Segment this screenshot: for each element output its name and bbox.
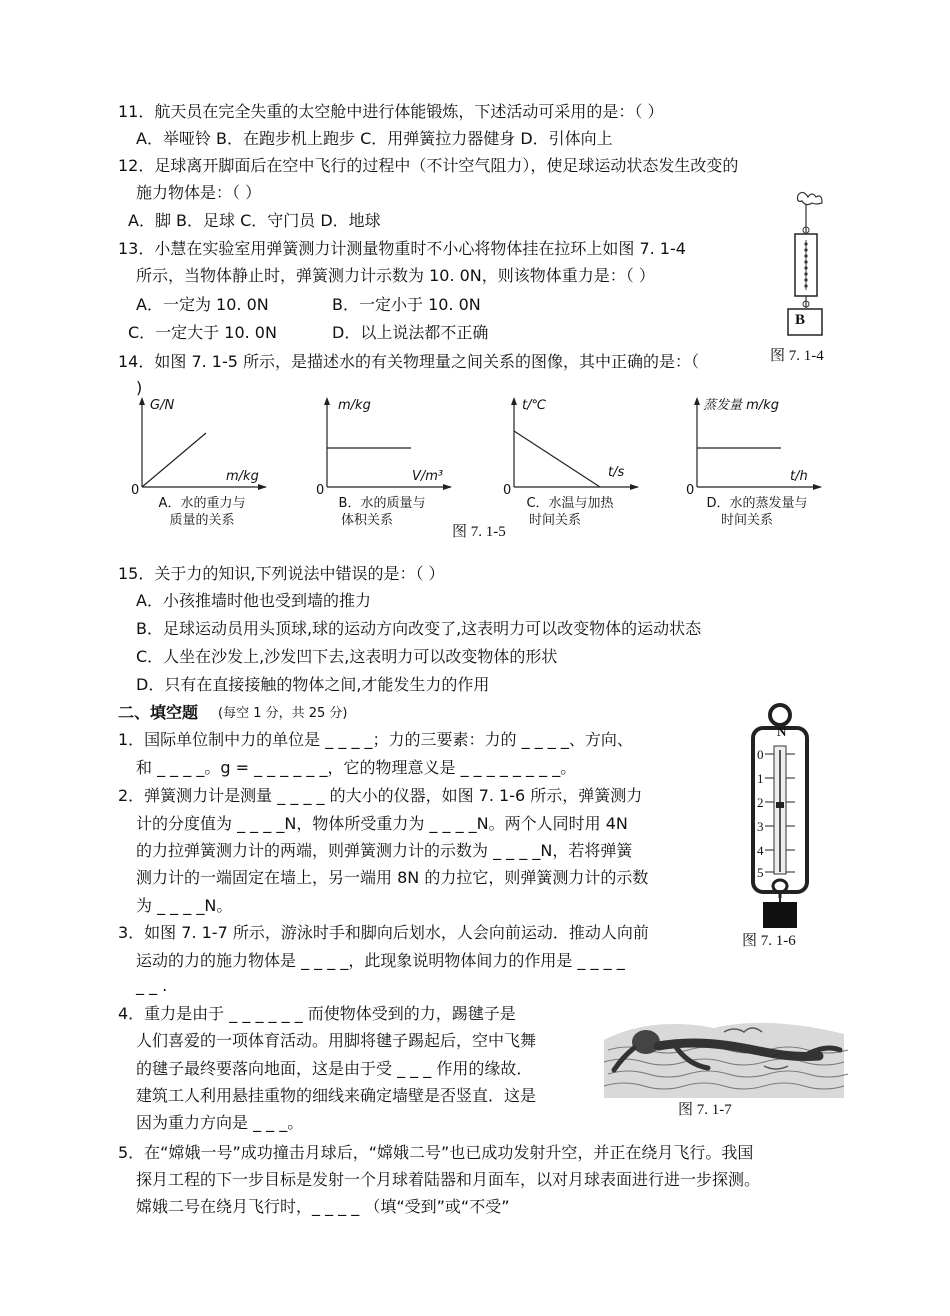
q12-stem-line2: 施力物体是：（ ） (136, 183, 262, 202)
graph-b-xlabel: V/m³ (412, 469, 444, 484)
q13-option-c: C．一定大于 10. 0N (128, 323, 277, 342)
q13-option-b: B．一定小于 10. 0N (332, 295, 481, 314)
graph-d-origin: 0 (686, 483, 695, 498)
graph-b-caption-2: 体积关系 (340, 513, 393, 528)
figure-7-1-7 (604, 1010, 844, 1098)
scale-tick-1: 1 (757, 771, 764, 786)
scale-tick-2: 2 (757, 795, 764, 810)
fill3-line1: 3．如图 7. 1-7 所示，游泳时手和脚向后划水，人会向前运动．推动人向前 (118, 923, 649, 942)
scale-tick-3: 3 (757, 819, 764, 834)
graph-c-caption-1: C．水温与加热 (526, 496, 614, 511)
q15-option-d: D．只有在直接接触的物体之间,才能发生力的作用 (136, 675, 490, 694)
graph-d-ylabel: 蒸发量 m/kg (703, 398, 779, 413)
scale-tick-5: 5 (757, 865, 764, 880)
graph-a-caption-2: 质量的关系 (169, 513, 235, 528)
figure-7-1-6-label: 图 7. 1-6 (742, 933, 796, 949)
fill2-line4: 测力计的一端固定在墙上，另一端用 8N 的力拉它，则弹簧测力计的示数 (136, 868, 649, 887)
fill4-line2: 人们喜爱的一项体育活动。用脚将毽子踢起后，空中飞舞 (136, 1031, 537, 1050)
q12-stem-line1: 12．足球离开脚面后在空中飞行的过程中（不计空气阻力），使足球运动状态发生改变的 (118, 156, 739, 175)
fill5-line2: 探月工程的下一步目标是发射一个月球着陆器和月面车，以对月球表面进行进一步探测。 (136, 1170, 761, 1189)
q13-stem-line1: 13．小慧在实验室用弹簧测力计测量物重时不小心将物体挂在拉环上如图 7. 1-4 (118, 239, 686, 258)
graph-a-origin: 0 (131, 483, 140, 498)
graph-c-xlabel: t/s (608, 465, 625, 480)
graph-c-ylabel: t/℃ (522, 398, 547, 413)
q13-option-a: A．一定为 10. 0N (136, 295, 269, 314)
section-note: (每空 1 分，共 25 分) (218, 706, 348, 721)
graph-d-xlabel: t/h (790, 469, 808, 484)
figure-7-1-4 (770, 190, 850, 340)
q15-option-a: A．小孩推墙时他也受到墙的推力 (136, 591, 371, 610)
scale-tick-0: 0 (757, 747, 764, 762)
fill2-line2: 计的分度值为 _ _ _ _N，物体所受重力为 _ _ _ _N。两个人同时用 4N (136, 814, 628, 833)
q14-stem-line2: ) (136, 378, 143, 397)
graph-a-xlabel: m/kg (226, 469, 259, 484)
figure-7-1-7-label: 图 7. 1-7 (678, 1102, 732, 1118)
fill1-line1: 1．国际单位制中力的单位是 _ _ _ _；力的三要素：力的 _ _ _ _、方向、 (118, 730, 633, 749)
fill1-line2: 和 _ _ _ _。g = _ _ _ _ _ _，它的物理意义是 _ _ _ _ _ _ _ _。 (136, 758, 577, 777)
fill3-line2: 运动的力的施力物体是 _ _ _ _，此现象说明物体间力的作用是 _ _ _ _ (136, 951, 625, 970)
q13-stem-line2: 所示，当物体静止时，弹簧测力计示数为 10. 0N，则该物体重力是：（ ） (136, 266, 655, 285)
q15-option-b: B．足球运动员用头顶球,球的运动方向改变了,这表明力可以改变物体的运动状态 (136, 619, 702, 638)
fill4-line5: 因为重力方向是 _ _ _。 (136, 1113, 304, 1132)
scale-n-label: N (777, 724, 787, 739)
fill2-line3: 的力拉弹簧测力计的两端，则弹簧测力计的示数为 _ _ _ _N，若将弹簧 (136, 841, 633, 860)
graph-d-caption-2: 时间关系 (720, 513, 773, 528)
graph-a-caption-1: A．水的重力与 (158, 496, 246, 511)
fill5-line3: 嫦娥二号在绕月飞行时，_ _ _ _ （填“受到”或“不受” (136, 1197, 510, 1216)
q14-stem-line1: 14．如图 7. 1-5 所示，是描述水的有关物理量之间关系的图像，其中正确的是：（ (118, 352, 700, 371)
q15-stem: 15．关于力的知识,下列说法中错误的是：（ ） (118, 564, 445, 583)
fill4-line1: 4．重力是由于 _ _ _ _ _ _ 而使物体受到的力，踢毽子是 (118, 1004, 516, 1023)
figure-7-1-4-box-letter: B (795, 312, 806, 328)
figure-7-1-4-label: 图 7. 1-4 (770, 348, 824, 364)
fill4-line4: 建筑工人利用悬挂重物的细线来确定墙壁是否竖直．这是 (136, 1086, 537, 1105)
graph-c-origin: 0 (503, 483, 512, 498)
fill3-line3: _ _ . (136, 976, 168, 995)
graph-b-ylabel: m/kg (338, 398, 371, 413)
scale-tick-4: 4 (757, 843, 764, 858)
fill5-line1: 5．在“嫦娥一号”成功撞击月球后，“嫦娥二号”也已成功发射升空，并正在绕月飞行。我国 (118, 1143, 754, 1162)
q12-options: A．脚 B．足球 C．守门员 D．地球 (128, 211, 381, 230)
graph-a-ylabel: G/N (150, 398, 175, 413)
q15-option-c: C．人坐在沙发上,沙发凹下去,这表明力可以改变物体的形状 (136, 647, 558, 666)
q11-stem: 11．航天员在完全失重的太空舱中进行体能锻炼，下述活动可采用的是：（ ） (118, 102, 664, 121)
graph-d-caption-1: D．水的蒸发量与 (706, 496, 808, 511)
graph-b-caption-1: B．水的质量与 (338, 496, 426, 511)
fill4-line3: 的毽子最终要落向地面，这是由于受 _ _ _ 作用的缘故． (136, 1059, 533, 1078)
graph-b-origin: 0 (316, 483, 325, 498)
q11-options: A．举哑铃 B．在跑步机上跑步 C．用弹簧拉力器健身 D．引体向上 (136, 129, 613, 148)
fill2-line1: 2．弹簧测力计是测量 _ _ _ _ 的大小的仪器，如图 7. 1-6 所示，弹簧测力 (118, 786, 643, 805)
section-title: 二、填空题 (118, 703, 199, 722)
figure-7-1-5-label: 图 7. 1-5 (452, 524, 506, 540)
fill2-line5: 为 _ _ _ _N。 (136, 896, 233, 915)
graph-c-caption-2: 时间关系 (528, 513, 581, 528)
q13-option-d: D．以上说法都不正确 (332, 323, 489, 342)
